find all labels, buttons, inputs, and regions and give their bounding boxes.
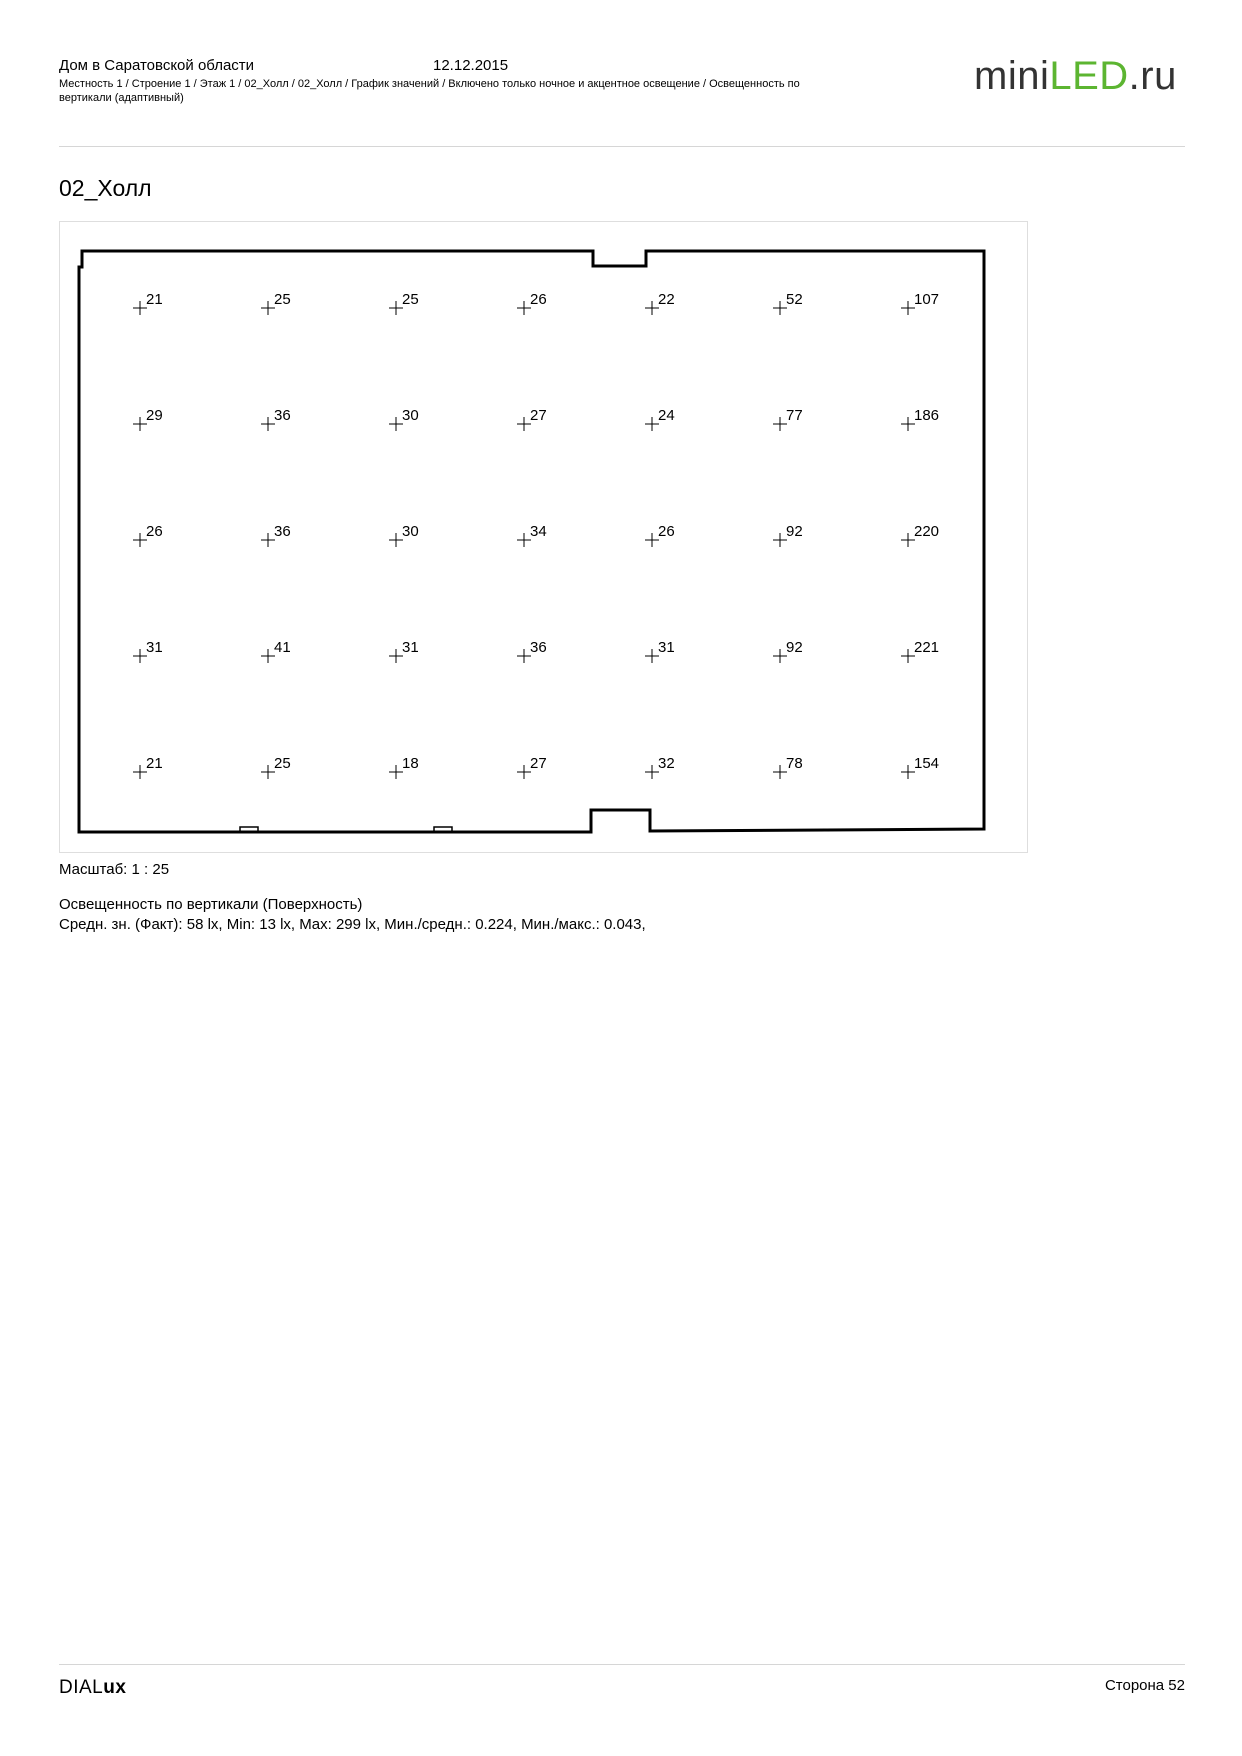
wall-notch-center [434, 827, 452, 832]
page-number: Сторона 52 [1104, 1677, 1185, 1694]
illuminance-value: 30 [402, 523, 419, 540]
logo-prefix: mini [974, 54, 1050, 98]
measurement-point [517, 755, 547, 779]
illuminance-value: 36 [274, 523, 291, 540]
dialux-logo [59, 1677, 126, 1699]
project-name: Дом в Саратовской области [59, 57, 255, 74]
illuminance-value: 41 [274, 639, 291, 656]
illuminance-value: 31 [402, 639, 419, 656]
measurement-point [645, 523, 675, 547]
measurement-point [645, 407, 675, 431]
illuminance-value: 52 [786, 291, 803, 308]
measurement-point [901, 291, 939, 315]
measurement-point [261, 639, 291, 663]
illuminance-value: 30 [402, 407, 419, 424]
logo-suffix: .ru [1128, 54, 1177, 98]
measurement-point [389, 639, 419, 663]
measurement-point [645, 639, 675, 663]
brand-light: DIAL [59, 1677, 104, 1698]
illuminance-value: 221 [914, 639, 940, 656]
measurement-point [901, 639, 939, 663]
floor-plan [59, 221, 1028, 853]
illuminance-value: 32 [658, 755, 675, 772]
measurement-point [901, 523, 939, 547]
scale-label: Масштаб: 1 : 25 [59, 861, 170, 878]
measurement-point [261, 407, 291, 431]
wall-notch-left [240, 827, 258, 832]
measurement-point [773, 755, 803, 779]
measurement-point [389, 291, 419, 315]
illuminance-value: 220 [914, 523, 940, 540]
illuminance-value: 36 [274, 407, 291, 424]
illuminance-value: 27 [530, 407, 547, 424]
breadcrumb: Местность 1 / Строение 1 / Этаж 1 / 02_Холл / 02_Холл / График значений / Включено только ночное и акцентное освещение / Освещенность по вертикали (адаптивный) [59, 78, 800, 104]
illuminance-value: 25 [274, 291, 291, 308]
illuminance-value: 31 [146, 639, 163, 656]
measurement-point [133, 523, 163, 547]
illuminance-value: 25 [402, 291, 419, 308]
logo-highlight: LED [1049, 54, 1129, 98]
illuminance-value: 26 [146, 523, 163, 540]
illuminance-value: 92 [786, 523, 803, 540]
illuminance-value: 24 [658, 407, 675, 424]
illuminance-value: 92 [786, 639, 803, 656]
measurement-point [133, 291, 163, 315]
measurement-point [645, 291, 675, 315]
measurement-point [517, 639, 547, 663]
illuminance-value: 154 [914, 755, 940, 772]
illuminance-value: 36 [530, 639, 547, 656]
measurement-point [133, 755, 163, 779]
measurement-point [389, 523, 419, 547]
illuminance-value: 22 [658, 291, 675, 308]
illuminance-value: 31 [658, 639, 675, 656]
measurement-point [517, 291, 547, 315]
measurement-point [261, 291, 291, 315]
measurement-point [773, 639, 803, 663]
measurement-grid [133, 291, 939, 779]
measurement-point [133, 639, 163, 663]
illuminance-value: 107 [914, 291, 940, 308]
minled-logo [974, 52, 1177, 100]
measurement-point [773, 407, 803, 431]
measurement-point [517, 407, 547, 431]
illuminance-value: 186 [914, 407, 940, 424]
measurement-point [901, 755, 939, 779]
measurement-point [261, 523, 291, 547]
report-date: 12.12.2015 [433, 57, 509, 74]
illuminance-value: 26 [658, 523, 675, 540]
measurement-point [901, 407, 939, 431]
measurement-point [133, 407, 163, 431]
footer-divider [59, 1664, 1185, 1665]
metric-title: Освещенность по вертикали (Поверхность) [59, 896, 363, 913]
header-divider [59, 146, 1185, 147]
page-title: 02_Холл [59, 175, 152, 201]
illuminance-value: 26 [530, 291, 547, 308]
brand-bold: ux [103, 1677, 127, 1698]
illuminance-value: 21 [146, 291, 163, 308]
room-outline [79, 251, 984, 832]
illuminance-value: 27 [530, 755, 547, 772]
illuminance-value: 34 [530, 523, 547, 540]
measurement-point [261, 755, 291, 779]
measurement-point [773, 291, 803, 315]
illuminance-value: 25 [274, 755, 291, 772]
illuminance-value: 18 [402, 755, 419, 772]
illuminance-value: 77 [786, 407, 803, 424]
measurement-point [773, 523, 803, 547]
metric-stats: Средн. зн. (Факт): 58 lx, Min: 13 lx, Max: 299 lx, Мин./средн.: 0.224, Мин./макс.: 0.043, [59, 916, 646, 933]
measurement-point [645, 755, 675, 779]
illuminance-value: 21 [146, 755, 163, 772]
illuminance-value: 29 [146, 407, 163, 424]
measurement-point [517, 523, 547, 547]
illuminance-value: 78 [786, 755, 803, 772]
measurement-point [389, 407, 419, 431]
measurement-point [389, 755, 419, 779]
